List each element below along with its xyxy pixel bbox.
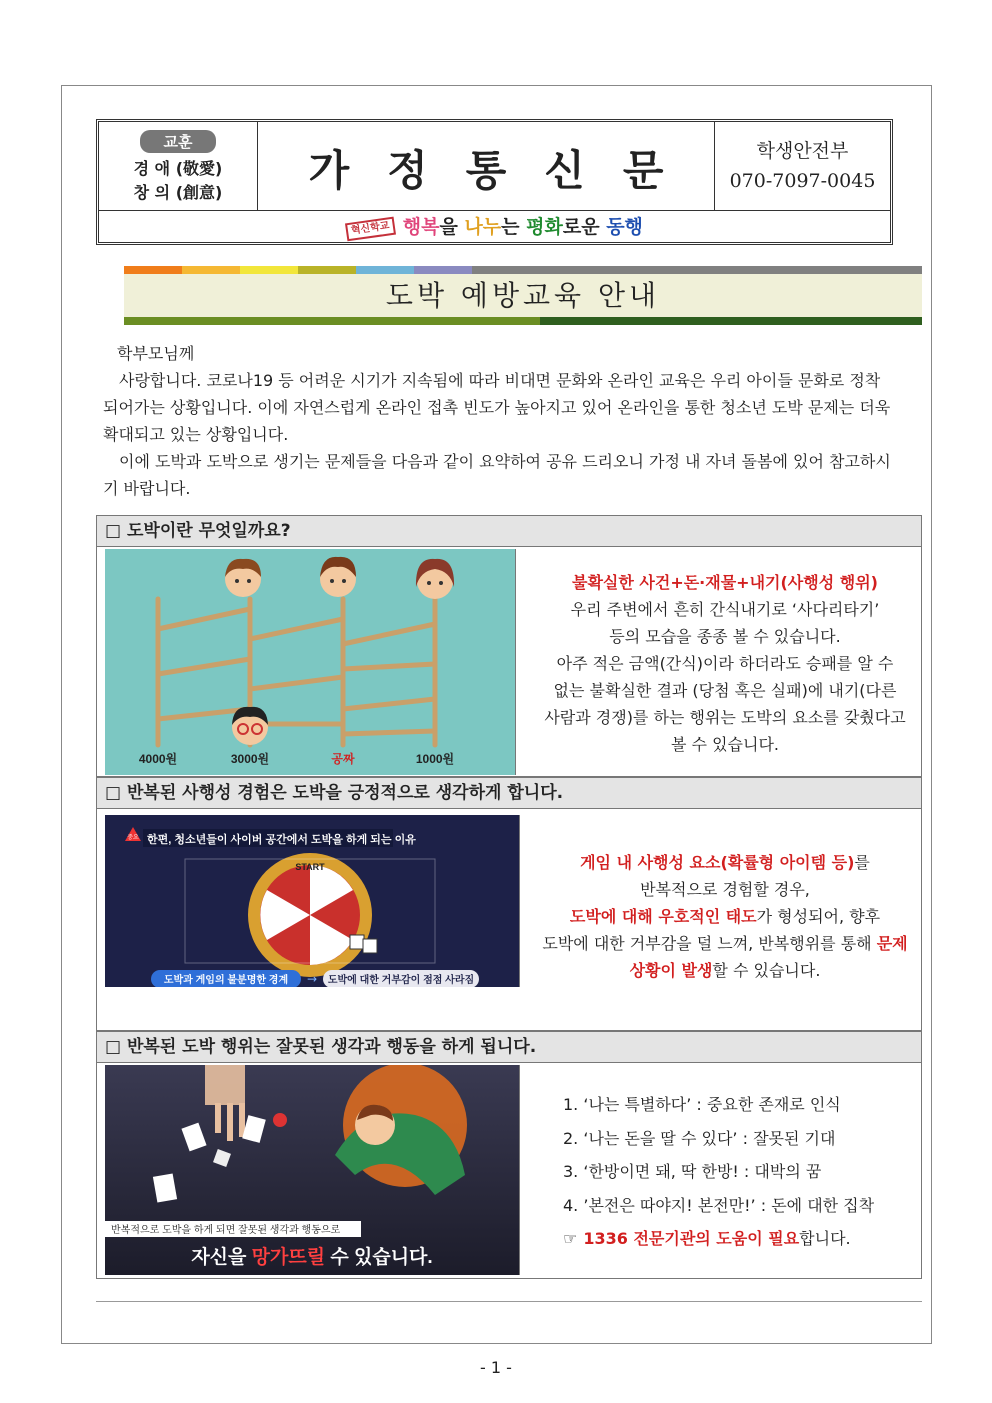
text-line-4 xyxy=(535,930,915,957)
red-text: 게임 내 사행성 요소(확률형 아이템 등) xyxy=(580,853,855,872)
innovation-school-logo: 혁신학교 xyxy=(345,216,396,241)
ladder-label-3: 공짜 xyxy=(331,752,355,766)
band-segment xyxy=(298,266,356,274)
section-heading: □ 도박이란 무엇일까요? xyxy=(97,516,921,547)
text-line-5: 사람과 경쟁)를 하는 행위는 도박의 요소를 갖췄다고 xyxy=(544,708,906,727)
list-item: 2. ‘나는 돈을 딸 수 있다’ : 잘못된 기대 xyxy=(563,1128,836,1148)
text-rest: 할 수 있습니다. xyxy=(712,961,821,980)
slogan-part: 을 xyxy=(439,216,465,238)
newsletter-header xyxy=(96,119,893,245)
red-text: 상황이 발생 xyxy=(629,961,713,980)
kid-head-3 xyxy=(416,559,454,599)
list-item: 4. ’본전은 따야지! 본전만!’ : 돈에 대한 집착 xyxy=(563,1195,875,1215)
section-text xyxy=(535,849,915,984)
green-stripe xyxy=(124,317,922,325)
section-text xyxy=(535,569,915,758)
kid-head-1 xyxy=(225,559,261,597)
section-what-is-gambling xyxy=(96,515,922,777)
green-stripe-light xyxy=(124,317,540,325)
slogan-part: 행복 xyxy=(402,216,440,238)
reluctance-box: 도박에 대한 거부감이 점점 사라짐 xyxy=(327,975,475,986)
title-cell xyxy=(258,122,715,210)
department-phone: 070-7097-0045 xyxy=(729,170,876,192)
important-badge: 중요 xyxy=(127,835,139,841)
game-roulette-illustration xyxy=(105,815,520,987)
text-rest: 도박에 대한 거부감을 덜 느껴, 반복행위를 통해 xyxy=(542,934,877,953)
text-line-3: 아주 적은 금액(간식)이라 하더라도 승패를 알 수 xyxy=(556,654,894,673)
definition-line: 불확실한 사건+돈·재물+내기(사행성 행위) xyxy=(572,573,878,592)
slogan-row xyxy=(99,210,890,243)
document-title: 도박 예방교육 안내 xyxy=(124,274,922,317)
footer-divider xyxy=(96,1301,922,1302)
band-segment xyxy=(240,266,298,274)
band-segment xyxy=(414,266,472,274)
text-rest: 를 xyxy=(854,853,870,872)
intro-paragraph-1: 사랑합니다. 코로나19 등 어려운 시기가 지속됨에 따라 비대면 문화와 온라인 교육은 우리 아이들 문화로 정착되어가는 상황입니다. 이에 자연스럽게 온라인 접촉 빈도가 높아지고 있어 온라인을 통한 청소년 도박 문제는 더욱 확대되고 있는 상황입니다. xyxy=(103,371,891,444)
red-text: 문제 xyxy=(876,934,908,953)
image-caption-small: 반복적으로 도박을 하게 되면 잘못된 생각과 행동으로 xyxy=(111,1225,341,1236)
ladder-game-illustration xyxy=(105,549,516,775)
school-motto xyxy=(99,122,258,210)
band-segment xyxy=(472,266,922,274)
section-wrong-thoughts xyxy=(96,1031,922,1279)
red-text: 도박에 대해 우호적인 태도 xyxy=(569,907,757,926)
text-line-6: 볼 수 있습니다. xyxy=(671,735,779,754)
slogan-part: 는 xyxy=(501,216,527,238)
kid-head-4 xyxy=(232,707,268,745)
caption-part-2: 수 있습니다. xyxy=(325,1247,433,1268)
band-segment xyxy=(124,266,182,274)
list-item: 3. ‘한방이면 돼, 딱 한방! : 대박의 꿈 xyxy=(563,1162,822,1181)
image-caption-big xyxy=(191,1245,432,1268)
band-segment xyxy=(182,266,240,274)
intro-text xyxy=(103,340,893,502)
slogan-part: 동행 xyxy=(606,216,643,238)
image-caption-top: 한편, 청소년들이 사이버 공간에서 도박을 하게 되는 이유 xyxy=(147,834,416,846)
section-repeated-experience xyxy=(96,777,922,1031)
color-stripe xyxy=(124,266,922,274)
greeting: 학부모님께 xyxy=(117,344,195,363)
band-segment xyxy=(356,266,414,274)
text-line-1 xyxy=(535,849,915,876)
section-heading: □ 반복된 사행성 경험은 도박을 긍정적으로 생각하게 합니다. xyxy=(97,777,921,809)
roulette-start: START xyxy=(295,862,325,872)
text-rest: 가 형성되어, 향후 xyxy=(756,907,881,926)
help-red-text: 1336 전문기관의 도움이 필요 xyxy=(583,1229,800,1248)
newsletter-title: 가정통신문 xyxy=(308,146,702,195)
school-slogan xyxy=(403,216,643,238)
text-line-1: 우리 주변에서 흔히 간식내기로 ‘사다리타기’ xyxy=(570,600,880,619)
department-name: 학생안전부 xyxy=(756,140,849,162)
arrow-icon: → xyxy=(306,972,318,986)
help-rest: 합니다. xyxy=(799,1229,851,1248)
ladder-label-1: 4000원 xyxy=(138,752,178,766)
caption-part-1: 자신을 xyxy=(191,1247,252,1268)
roulette-svg xyxy=(105,815,519,987)
pointing-hand-icon: ☞ xyxy=(563,1229,578,1248)
text-line-5 xyxy=(535,957,915,984)
intro-paragraph-2: 이에 도박과 도박으로 생기는 문제들을 다음과 같이 요약하여 공유 드리오니 가정 내 자녀 돌봄에 있어 참고하시기 바랍니다. xyxy=(103,452,891,498)
text-line-2: 반복적으로 경험할 경우, xyxy=(640,880,810,899)
caption-part-red: 망가뜨릴 xyxy=(251,1247,326,1268)
text-line-2: 등의 모습을 종종 볼 수 있습니다. xyxy=(609,627,841,646)
ladder-label-4: 1000원 xyxy=(415,752,455,766)
section-heading: □ 반복된 도박 행위는 잘못된 생각과 행동을 하게 됩니다. xyxy=(97,1031,921,1063)
cognitive-distortion-list xyxy=(563,1088,913,1256)
text-line-3 xyxy=(535,903,915,930)
boundary-box: 도박과 게임의 불분명한 경계 xyxy=(163,975,289,986)
text-line-4: 없는 불확실한 결과 (당첨 혹은 실패)에 내기(다른 xyxy=(553,681,897,700)
kid-head-2 xyxy=(320,557,356,597)
list-item: 1. ‘나는 특별하다’ : 중요한 존재로 인식 xyxy=(563,1095,841,1114)
slogan-part: 평화 xyxy=(526,216,563,238)
fall-svg xyxy=(105,1065,519,1275)
slogan-part: 나누 xyxy=(464,216,502,238)
motto-line-1: 경 애 (敬愛) xyxy=(133,159,223,178)
ladder-svg xyxy=(105,549,515,775)
green-stripe-dark xyxy=(540,317,922,325)
title-band xyxy=(124,266,922,325)
motto-badge: 교훈 xyxy=(140,130,217,153)
gambling-fall-illustration xyxy=(105,1065,520,1275)
help-line xyxy=(563,1222,913,1256)
page-number: - 1 - xyxy=(480,1358,512,1377)
ladder-label-2: 3000원 xyxy=(230,752,270,766)
slogan-part: 로운 xyxy=(562,216,607,238)
department-cell xyxy=(715,122,890,210)
motto-line-2: 창 의 (創意) xyxy=(133,183,223,202)
